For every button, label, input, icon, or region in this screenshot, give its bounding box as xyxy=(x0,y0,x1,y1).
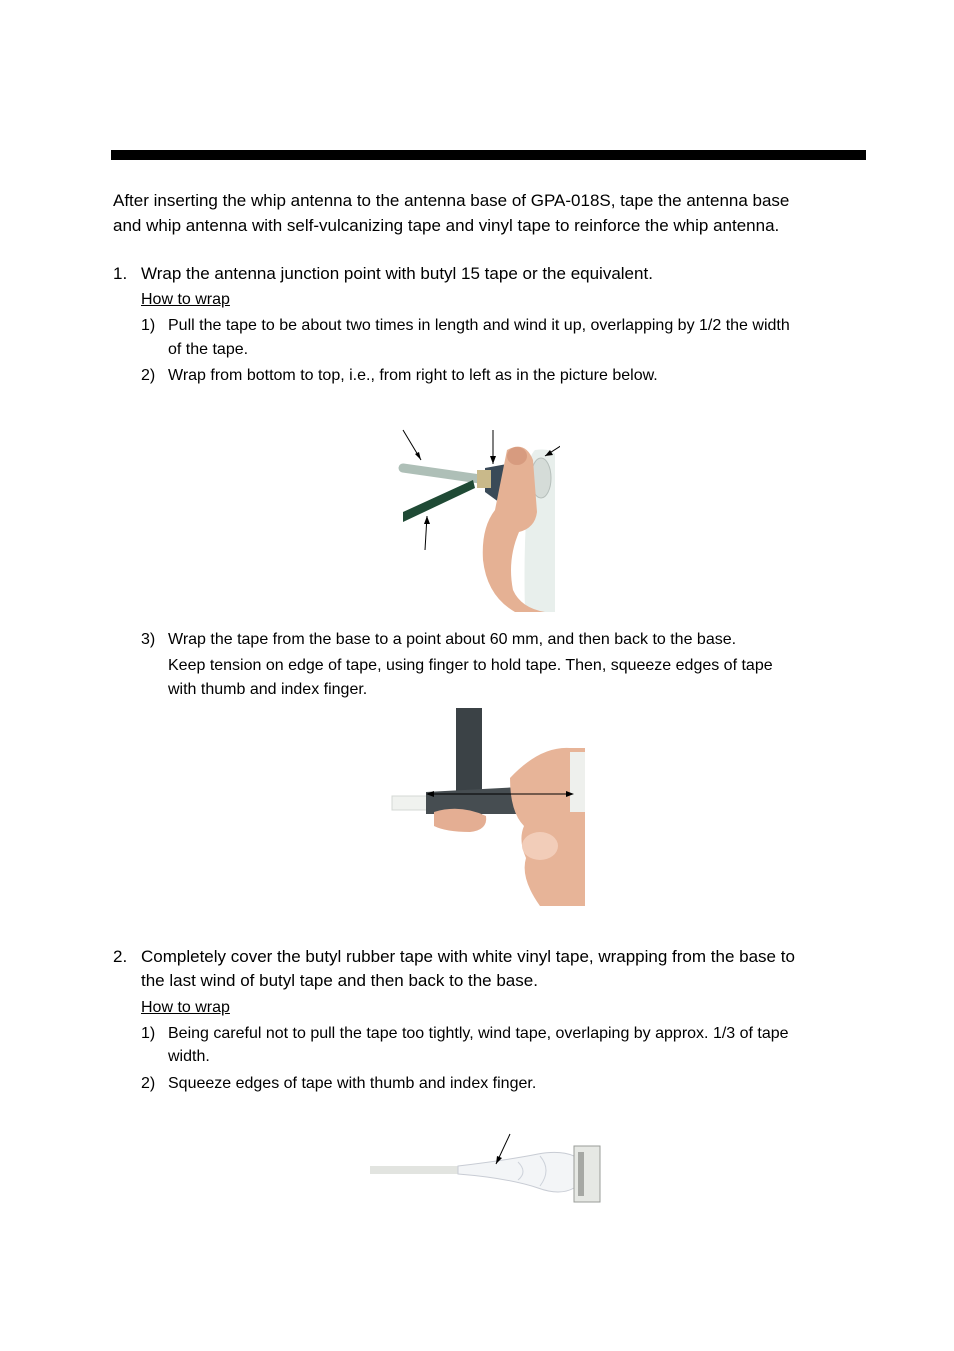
step-1-sub-3-number: 3) xyxy=(141,631,156,648)
step-1-text: Wrap the antenna junction point with butyl 15 tape or the equivalent. xyxy=(141,264,653,283)
intro-line-1: After inserting the whip antenna to the antenna base of GPA-018S, tape the antenna base xyxy=(113,191,790,210)
header-rule xyxy=(111,150,866,160)
step-1-sub-2-number: 2) xyxy=(141,367,156,384)
step-1-sub-3-line-3: with thumb and index finger. xyxy=(168,681,368,698)
step-1-sub-1-line-1: Pull the tape to be about two times in length and wind it up, overlapping by 1/2 the width xyxy=(168,317,790,334)
step-2-sub-1-line-2: width. xyxy=(168,1048,210,1065)
step-2-line-2: the last wind of butyl tape and then back to the base. xyxy=(141,971,538,990)
tape-tension-photo xyxy=(390,708,585,906)
step-1-sub-1-number: 1) xyxy=(141,317,156,334)
step-2-sub-1-line-1: Being careful not to pull the tape too tightly, wind tape, overlaping by approx. 1/3 of tape xyxy=(168,1025,789,1042)
step-2-number: 2. xyxy=(113,947,128,966)
step-1-sub-3-line-2: Keep tension on edge of tape, using finger to hold tape. Then, squeeze edges of tape xyxy=(168,657,773,674)
intro-line-2: and whip antenna with self-vulcanizing tape and vinyl tape to reinforce the whip antenna. xyxy=(113,216,780,235)
step-1-sub-2-line-1: Wrap from bottom to top, i.e., from right to left as in the picture below. xyxy=(168,367,658,384)
step-2-line-1: Completely cover the butyl rubber tape with white vinyl tape, wrapping from the base to xyxy=(141,947,795,966)
step-1-sub-1-line-2: of the tape. xyxy=(168,341,249,358)
vinyl-tape-covered-antenna-photo xyxy=(368,1130,604,1236)
step-1-how-to-wrap: How to wrap xyxy=(141,291,230,308)
step-1-sub-3-line-1: Wrap the tape from the base to a point about 60 mm, and then back to the base. xyxy=(168,631,737,648)
butyl-tape-wrapping-photo xyxy=(395,420,560,615)
step-2-sub-2-line-1: Squeeze edges of tape with thumb and index finger. xyxy=(168,1075,537,1092)
step-2-how-to-wrap: How to wrap xyxy=(141,999,230,1016)
step-2-sub-2-number: 2) xyxy=(141,1075,156,1092)
step-2-sub-1-number: 1) xyxy=(141,1025,156,1042)
step-1-number: 1. xyxy=(113,264,128,283)
